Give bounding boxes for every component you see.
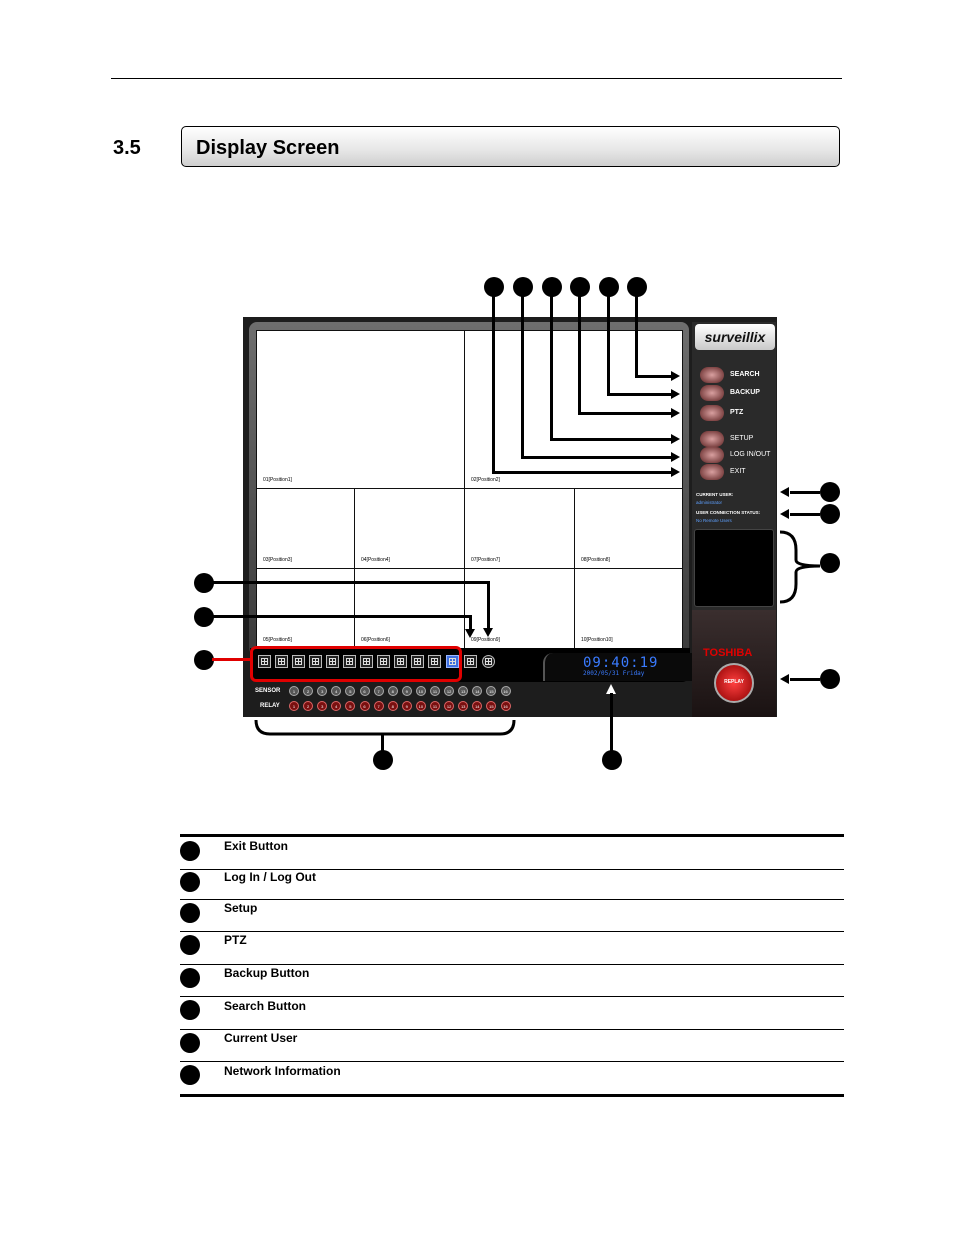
login-logout-label: LOG IN/OUT: [730, 451, 771, 458]
legend-marker: [180, 935, 200, 955]
backup-button[interactable]: [700, 385, 774, 401]
sensor-button-10[interactable]: 10: [416, 686, 426, 696]
clock-date: 2002/05/31 Friday: [583, 670, 645, 677]
header-rule: [111, 78, 842, 79]
relay-button-1[interactable]: 1: [289, 701, 299, 711]
callout-line: [790, 513, 820, 516]
callout-line: [790, 491, 820, 494]
section-number: 3.5: [113, 137, 141, 159]
callout-marker: [373, 750, 393, 770]
legend-marker: [180, 872, 200, 892]
setup-button[interactable]: [700, 431, 774, 447]
callout-marker: [599, 277, 619, 297]
legend-divider: [180, 964, 844, 965]
legend-top-rule: [180, 834, 844, 837]
callout-marker: [484, 277, 504, 297]
camera-label: 01[Position1]: [263, 477, 292, 483]
arrow-head: [780, 674, 789, 684]
exit-icon: [700, 464, 724, 480]
relay-button-12[interactable]: 12: [444, 701, 454, 711]
callout-marker: [194, 650, 214, 670]
callout-line: [607, 393, 671, 396]
legend-label: Current User: [224, 1031, 298, 1045]
sensor-button-11[interactable]: 11: [430, 686, 440, 696]
camera-cell[interactable]: [256, 488, 355, 569]
camera-cell[interactable]: [354, 488, 465, 569]
network-bracket: [778, 530, 822, 604]
relay-button-2[interactable]: 2: [303, 701, 313, 711]
callout-marker: [820, 553, 840, 573]
relay-button-4[interactable]: 4: [331, 701, 341, 711]
camera-label: 09[Position9]: [471, 637, 500, 643]
sensor-relay-bracket: [254, 718, 516, 738]
relay-button-8[interactable]: 8: [388, 701, 398, 711]
callout-line: [212, 581, 490, 584]
login-logout-button[interactable]: [700, 447, 774, 463]
legend-divider: [180, 899, 844, 900]
camera-label: 07[Position7]: [471, 557, 500, 563]
brand-logo: surveillix: [695, 324, 775, 350]
sensor-button-7[interactable]: 7: [374, 686, 384, 696]
relay-button-9[interactable]: 9: [402, 701, 412, 711]
sensor-button-1[interactable]: 1: [289, 686, 299, 696]
relay-button-6[interactable]: 6: [360, 701, 370, 711]
legend-label: Setup: [224, 901, 258, 915]
callout-line: [635, 296, 638, 377]
relay-button-16[interactable]: 16: [501, 701, 511, 711]
current-user-label: CURRENT USER:: [696, 492, 734, 497]
arrow-head: [483, 628, 493, 637]
legend-label: Search Button: [224, 999, 307, 1013]
legend-marker: [180, 841, 200, 861]
sensor-button-6[interactable]: 6: [360, 686, 370, 696]
callout-marker: [820, 504, 840, 524]
replay-button[interactable]: REPLAY: [714, 663, 754, 703]
arrow-head: [780, 509, 789, 519]
setup-label: SETUP: [730, 435, 754, 442]
legend-marker: [180, 1065, 200, 1085]
legend-marker: [180, 1033, 200, 1053]
ptz-label: PTZ: [730, 409, 744, 416]
camera-label: 04[Position4]: [361, 557, 390, 563]
ptz-button[interactable]: [700, 405, 774, 421]
callout-line: [578, 296, 581, 414]
legend-label: Network Information: [224, 1064, 341, 1078]
legend-marker: [180, 1000, 200, 1020]
search-button[interactable]: [700, 367, 774, 383]
callout-line: [212, 615, 472, 618]
relay-button-14[interactable]: 14: [472, 701, 482, 711]
callout-marker: [194, 573, 214, 593]
callout-line: [610, 693, 613, 751]
auto-cycle-button[interactable]: [482, 655, 495, 668]
network-info-panel: [694, 529, 774, 607]
camera-label: 05[Position5]: [263, 637, 292, 643]
section-title-box: [181, 126, 840, 167]
callout-line: [492, 471, 671, 474]
arrow-head: [671, 389, 680, 399]
camera-grid: [256, 330, 683, 649]
sensor-button-16[interactable]: 16: [501, 686, 511, 696]
arrow-head: [780, 487, 789, 497]
relay-button-11[interactable]: 11: [430, 701, 440, 711]
relay-button-3[interactable]: 3: [317, 701, 327, 711]
callout-marker: [194, 607, 214, 627]
callout-line: [521, 456, 671, 459]
exit-button[interactable]: [700, 464, 774, 480]
camera-cell[interactable]: [574, 568, 683, 649]
camera-cell[interactable]: [574, 488, 683, 569]
sensor-button-14[interactable]: 14: [472, 686, 482, 696]
camera-cell[interactable]: [256, 330, 465, 489]
legend-divider: [180, 1061, 844, 1062]
callout-line: [521, 296, 524, 458]
callout-marker: [602, 750, 622, 770]
arrow-head: [671, 371, 680, 381]
camera-cell[interactable]: [464, 488, 575, 569]
camera-label: 03[Position3]: [263, 557, 292, 563]
arrow-head: [465, 629, 475, 638]
legend-label: Log In / Log Out: [224, 870, 316, 884]
connection-status-value: No Remote Users: [696, 518, 732, 523]
highlight-leader: [212, 658, 252, 661]
callout-marker: [820, 482, 840, 502]
exit-label: EXIT: [730, 468, 746, 475]
legend-label: Exit Button: [224, 839, 288, 853]
sequence-button[interactable]: [464, 655, 477, 668]
manufacturer-logo: TOSHIBA: [703, 647, 753, 659]
sensor-label: SENSOR: [255, 688, 281, 694]
relay-label: RELAY: [260, 703, 280, 709]
sensor-button-4[interactable]: 4: [331, 686, 341, 696]
sensor-button-15[interactable]: 15: [486, 686, 496, 696]
camera-icon: [700, 405, 724, 421]
camera-label: 06[Position6]: [361, 637, 390, 643]
legend-bottom-rule: [180, 1094, 844, 1097]
arrow-head: [671, 434, 680, 444]
search-label: SEARCH: [730, 371, 760, 378]
callout-marker: [570, 277, 590, 297]
relay-button-5[interactable]: 5: [345, 701, 355, 711]
callout-line: [790, 678, 820, 681]
legend-label: PTZ: [224, 933, 247, 947]
legend-divider: [180, 1029, 844, 1030]
relay-button-15[interactable]: 15: [486, 701, 496, 711]
camera-label: 08[Position8]: [581, 557, 610, 563]
callout-line: [492, 296, 495, 473]
callout-line: [607, 296, 610, 395]
legend-divider: [180, 996, 844, 997]
sensor-button-5[interactable]: 5: [345, 686, 355, 696]
camera-label: 02[Position2]: [471, 477, 500, 483]
callout-marker: [627, 277, 647, 297]
callout-line: [469, 615, 472, 630]
callout-marker: [820, 669, 840, 689]
sensor-button-13[interactable]: 13: [458, 686, 468, 696]
backup-icon: [700, 385, 724, 401]
relay-button-13[interactable]: 13: [458, 701, 468, 711]
relay-button-7[interactable]: 7: [374, 701, 384, 711]
legend-divider: [180, 931, 844, 932]
callout-line: [550, 438, 671, 441]
eye-icon: [700, 367, 724, 383]
gear-icon: [700, 431, 724, 447]
callout-line: [635, 375, 671, 378]
callout-marker: [513, 277, 533, 297]
layout-bar-highlight: [250, 646, 462, 682]
legend-marker: [180, 968, 200, 988]
legend-marker: [180, 903, 200, 923]
arrow-head: [671, 467, 680, 477]
relay-button-10[interactable]: 10: [416, 701, 426, 711]
callout-line: [578, 412, 671, 415]
legend-label: Backup Button: [224, 966, 310, 980]
camera-label: 10[Position10]: [581, 637, 613, 643]
connection-status-label: USER CONNECTION STATUS:: [696, 510, 761, 515]
camera-cell[interactable]: [464, 330, 683, 489]
clock-time: 09:40:19: [583, 655, 659, 671]
backup-label: BACKUP: [730, 389, 760, 396]
sensor-button-9[interactable]: 9: [402, 686, 412, 696]
callout-marker: [542, 277, 562, 297]
key-icon: [700, 447, 724, 463]
arrow-head: [671, 408, 680, 418]
callout-line: [487, 581, 490, 629]
current-user-value: administrator: [696, 500, 723, 505]
sensor-button-3[interactable]: 3: [317, 686, 327, 696]
section-title: Display Screen: [196, 137, 340, 159]
sensor-button-12[interactable]: 12: [444, 686, 454, 696]
sensor-button-8[interactable]: 8: [388, 686, 398, 696]
arrow-head: [671, 452, 680, 462]
sensor-button-2[interactable]: 2: [303, 686, 313, 696]
callout-line: [550, 296, 553, 440]
